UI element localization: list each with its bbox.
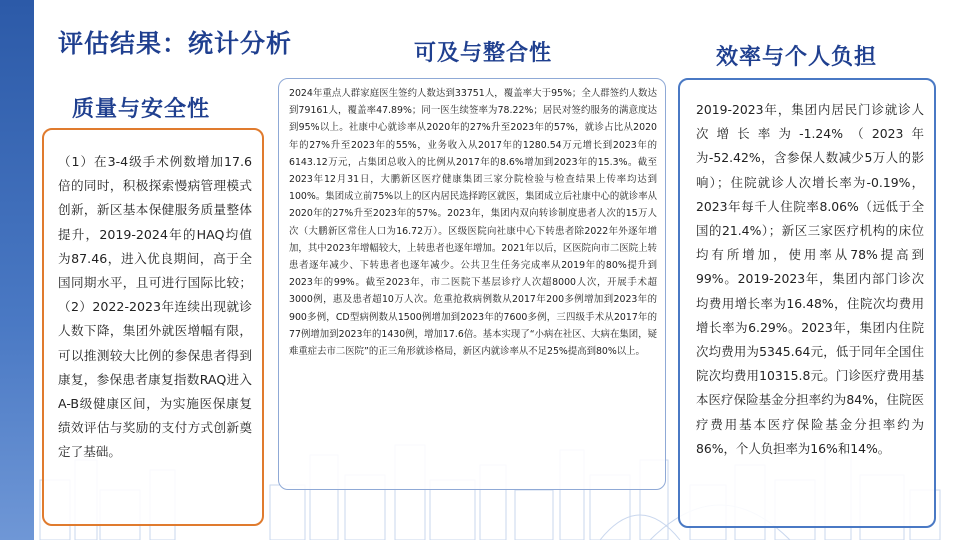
efficiency-burden-text: 2019-2023年，集团内居民门诊就诊人次增长率为-1.24%（2023年为-52.42%，含参保人数减少5万人的影响）；住院就诊人次增长率为-0.19%，2023年每千人住院率8.06%（远低于全国的21.4%）；新区三家医疗机构的床位均有所增加，使用率从78%提高到99%。2019-2023年，集团内部门诊次均费用增长率为16.48%，住院次均费用增长率为6.29%。2023年，集团内住院次均费用为5345.64元，低于同年全国住院次均费用10315.8元。门诊医疗费用基本医疗保险基金分担率约为84%，住院医疗费用基本医疗保险基金分担率约为86%，个人负担率为16%和14%。 [696,102,924,456]
accessibility-integration-panel [278,78,666,490]
quality-safety-heading: 质量与安全性 [72,97,211,122]
quality-safety-text: （1）在3-4级手术例数增加17.6倍的同时，积极探索慢病管理模式创新，新区基本保健服务质量整体提升，2019-2024年的HAQ均值为87.46，进入优良期间，高于全国同期水平，且可进行国际比较；（2）2022-2023年连续出现就诊人数下降，集团外就医增幅有限，可以推测较大比例的参保患者得到康复，参保患者康复指数RAQ进入A-B级健康区间，为实施医保康复绩效评估与奖励的支付方式创新奠定了基础。 [58,154,252,460]
accessibility-integration-heading: 可及与整合性 [414,41,553,66]
quality-safety-panel [42,128,264,526]
slide-title: 评估结果：统计分析 [58,29,293,58]
efficiency-burden-panel [678,78,936,528]
left-accent-bar [0,0,34,540]
accessibility-integration-text: 2024年重点人群家庭医生签约人数达到33751人，覆盖率大于95%；全人群签约人数达到79161人，覆盖率47.89%；同一医生续签率为78.22%；居民对签约服务的满意度达到95%以上。社康中心就诊率从2020年的27%升至2023年的57%，就诊占比从2020年的27%升至2023年的55%，业务收入从2017年的1280.54万元增长到2023年的6143.12万元，占集团总收入的比例从2017年的8.6%增加到2023年的15.3%。截至2023年12月31日，大鹏新区医疗健康集团三家分院检验与检查结果上传率均达到100%。集团成立前75%以上的区内居民选择跨区就医，集团成立后社康中心的就诊率从2020年的27%升至2023年的57%。2023年，集团内双向转诊制度患者人次的15万人次（大鹏新区常住人口为16.72万）。区级医院向社康中心下转患者除2022年外逐年增加，其中2023年增幅较大，上转患者也逐年增加。2021年以后，区医院向市二医院上转患者逐年减少、下转患者也逐年减少。公共卫生任务完成率从2019年的80%提升到2023年的99%。截至2023年，市二医院下基层诊疗人次超8000人次，开展手术超3000例，惠及患者超10万人次。危重抢救病例数从2017年200多例增加到2023年的900多例，CD型病例数从1500例增加到2023年的7600多例，三四级手术从2017年的77例增加到2023年的1430例，增加17.6倍。基本实现了“小病在社区、大病在集团，疑难重症去市二医院”的正三角形就诊格局，新区内就诊率从不足25%提高到80%以上。 [289,88,657,358]
efficiency-burden-heading: 效率与个人负担 [716,45,878,70]
